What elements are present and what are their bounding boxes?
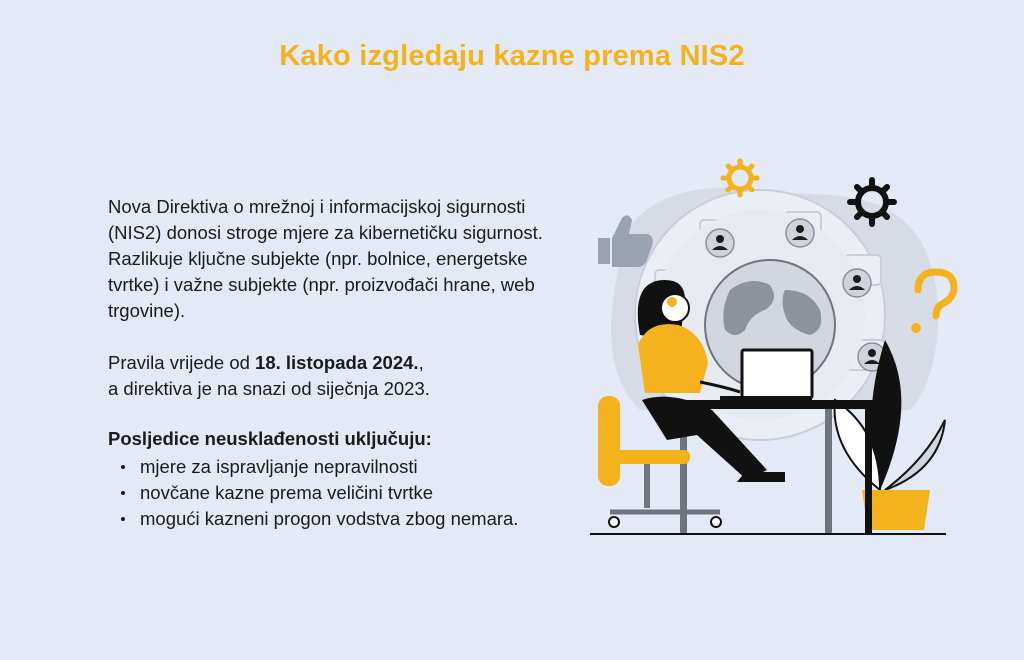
rules-suffix: ,	[418, 352, 424, 373]
rules-line2: a direktiva je na snazi od siječnja 2023.	[108, 378, 430, 399]
list-item	[118, 506, 578, 532]
user-icon	[786, 219, 814, 247]
illustration	[580, 150, 960, 550]
rules-paragraph	[108, 350, 578, 402]
consequences-list	[108, 454, 578, 532]
gear-icon	[850, 180, 894, 224]
bullet-icon	[121, 465, 125, 469]
list-item-label: mjere za ispravljanje nepravilnosti	[140, 456, 418, 477]
bullet-icon	[121, 517, 125, 521]
intro-paragraph: Nova Direktiva o mrežnoj i informacijskoj sigurnosti (NIS2) donosi stroge mjere za kibernetičku sigurnost. Razlikuje ključne subjekte (npr. bolnice, energetske tvrtke) i važne subjekte (npr. proizvođači hrane, web trgovine).	[108, 196, 543, 321]
text-column	[108, 194, 578, 532]
bullet-icon	[121, 491, 125, 495]
list-item-label: mogući kazneni progon vodstva zbog nemara.	[140, 508, 519, 529]
user-icon	[706, 229, 734, 257]
page-title: Kako izgledaju kazne prema NIS2	[279, 40, 745, 72]
gear-icon	[723, 161, 757, 195]
consequences-title: Posljedice neusklađenosti uključuju:	[108, 428, 432, 449]
user-icon	[843, 269, 871, 297]
rules-date: 18. listopada 2024.	[255, 352, 419, 373]
list-item	[118, 454, 578, 480]
rules-prefix: Pravila vrijede od	[108, 352, 256, 373]
list-item-label: novčane kazne prema veličini tvrtke	[140, 482, 434, 503]
list-item	[118, 480, 578, 506]
